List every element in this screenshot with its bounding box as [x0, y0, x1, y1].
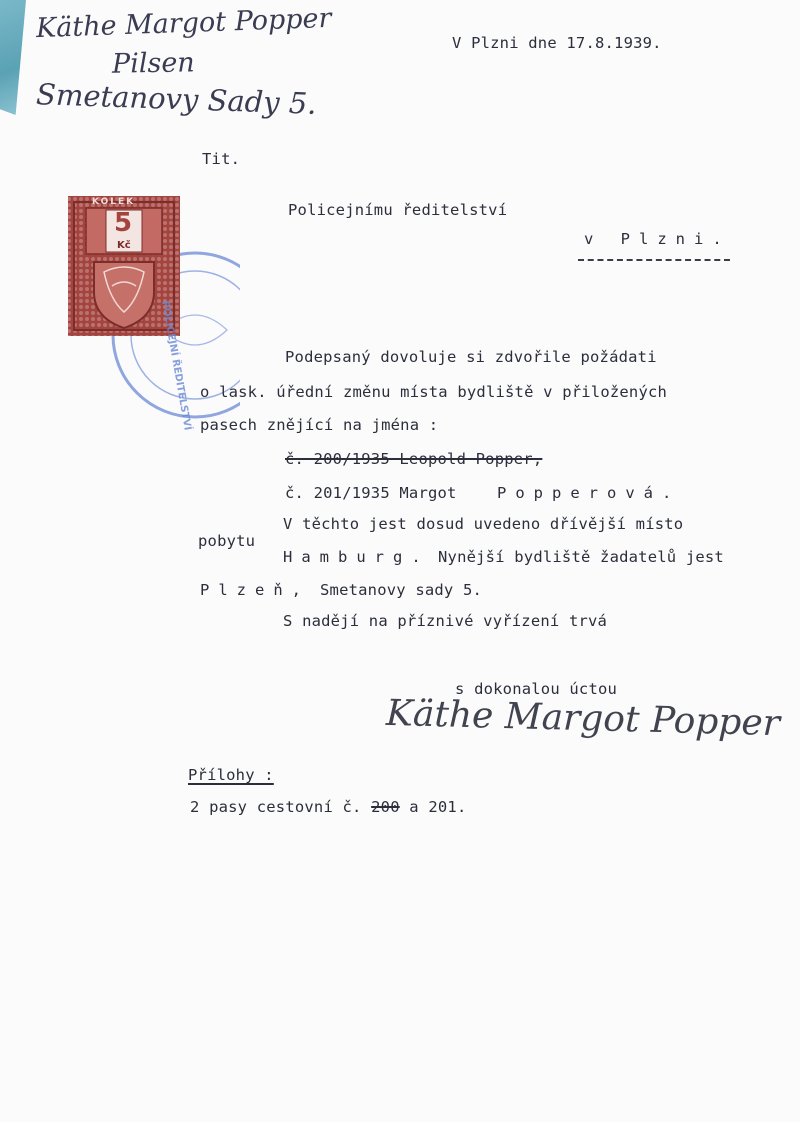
signature: Käthe Margot Popper — [385, 692, 781, 745]
body-line-10: S nadějí na příznivé vyřízení trvá — [283, 612, 608, 630]
place-date: V Plzni dne 17.8.1939. — [452, 34, 662, 52]
body-line-8-rest: Nynější bydliště žadatelů jest — [438, 548, 724, 566]
stamp-top-text: KOLEK — [92, 197, 136, 207]
salutation: Tit. — [202, 150, 241, 168]
body-line-7: pobytu — [198, 532, 256, 550]
body-line-5-prefix: č. 201/1935 Margot — [285, 484, 457, 502]
blue-paper-tab — [0, 0, 26, 115]
body-line-3: pasech znějící na jména : — [200, 416, 439, 434]
addressee-city-underline — [578, 259, 730, 261]
enclosures-struck-number: 200 — [371, 798, 400, 816]
sender-city-handwritten: Pilsen — [111, 47, 195, 80]
sender-street-handwritten: Smetanovy Sady 5. — [35, 77, 318, 121]
enclosures-heading: Přílohy : — [188, 766, 274, 784]
body-line-4-struck: č. 200/1935 Leopold Popper, — [285, 450, 543, 468]
body-line-1: Podepsaný dovoluje si zdvořile požádati — [285, 348, 657, 366]
stamp-value: 5 — [114, 208, 133, 238]
police-seal-text: POLICEJNÍ ŘEDITELSTVÍ — [159, 300, 193, 432]
body-line-2: o lask. úřední změnu místa bydliště v přiložených — [200, 383, 668, 401]
enclosures-line — [190, 798, 466, 816]
body-line-9-city: Plzeň, — [200, 581, 310, 599]
body-line-9-rest: Smetanovy sady 5. — [320, 581, 483, 599]
body-line-5-name: Popperová. — [497, 484, 681, 502]
stamp-currency: Kč — [117, 240, 131, 251]
body-line-8-city: Hamburg. — [283, 548, 430, 566]
enclosures-suffix: a 201. — [409, 798, 467, 816]
addressee-city: v Plzni. — [584, 230, 731, 248]
closing-greeting: s dokonalou úctou — [455, 680, 618, 698]
body-line-6: V těchto jest dosud uvedeno dřívější místo — [283, 515, 684, 533]
sender-name-handwritten: Käthe Margot Popper — [35, 2, 332, 45]
addressee-office: Policejnímu ředitelství — [288, 201, 508, 219]
enclosures-prefix: 2 pasy cestovní č. — [190, 798, 362, 816]
